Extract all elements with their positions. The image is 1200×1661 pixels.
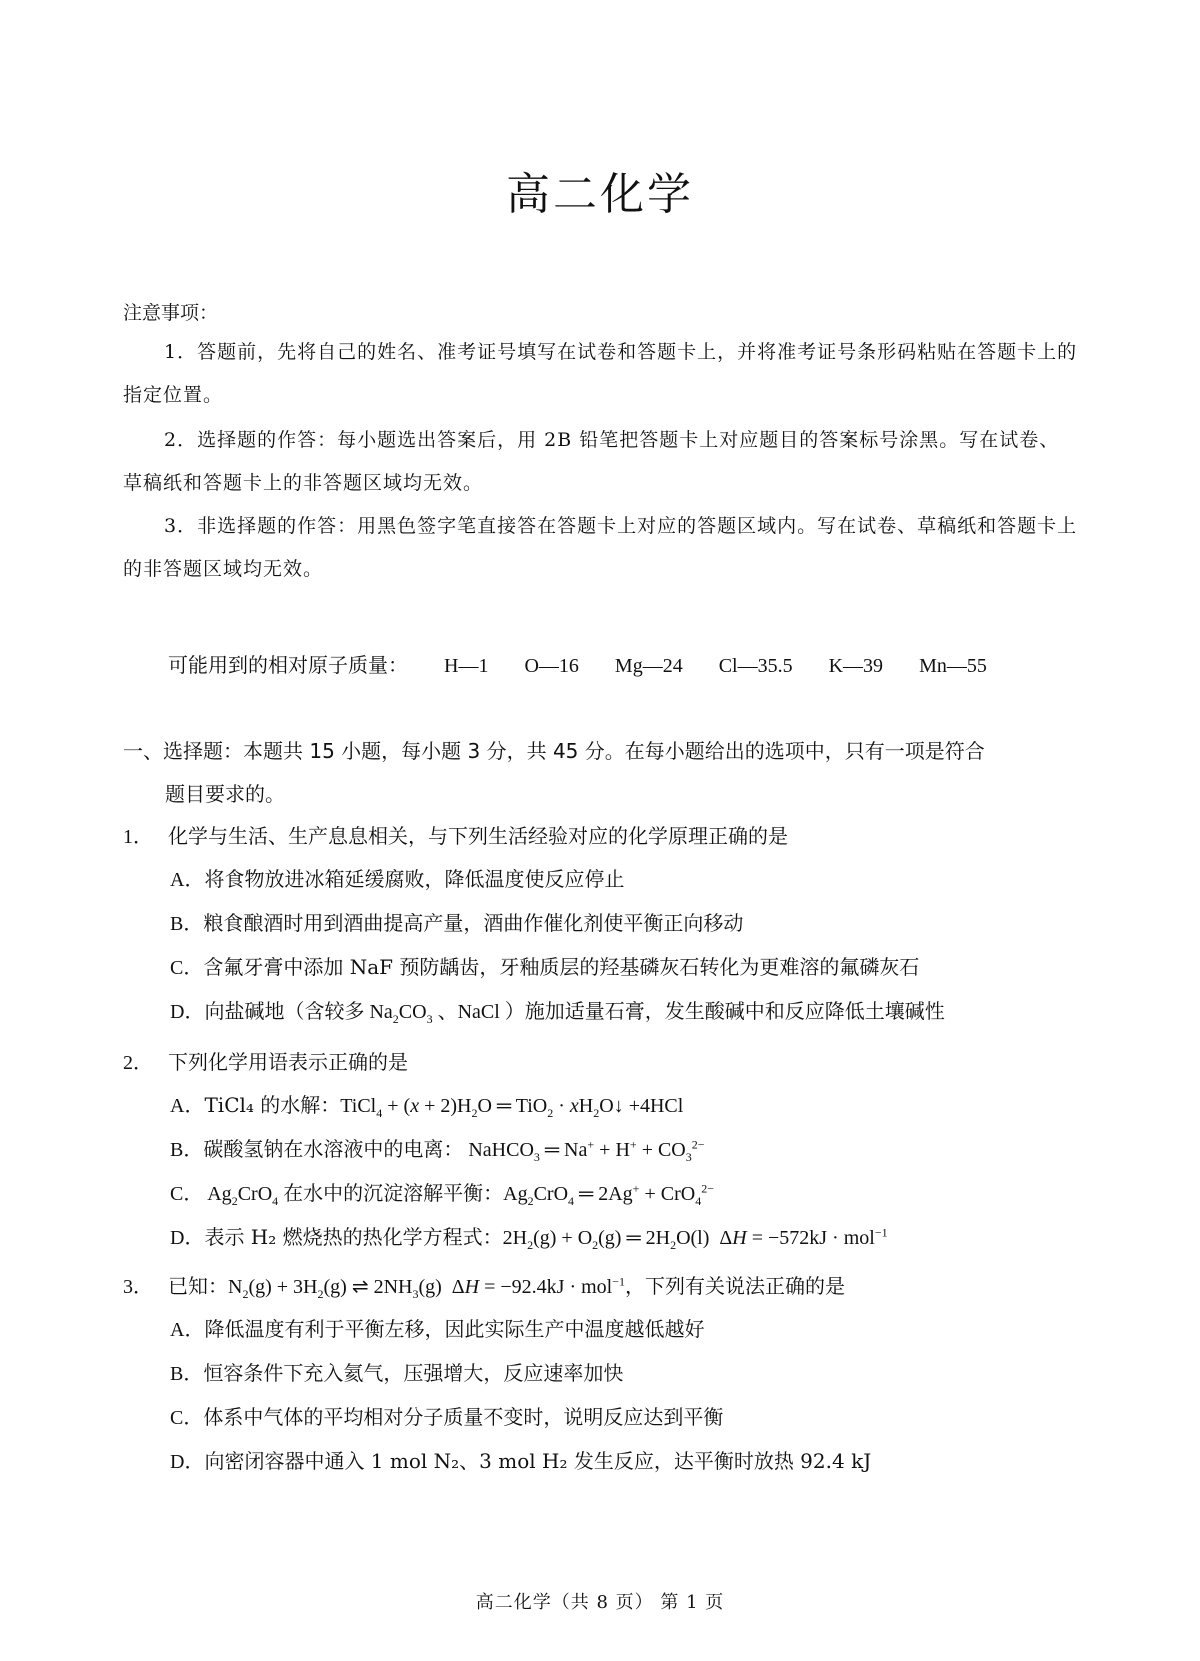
page-title: 高二化学	[506, 169, 694, 220]
question-text: 已知：	[168, 1274, 228, 1298]
option-text: 含氟牙膏中添加 NaF 预防龋齿，牙釉质层的羟基磷灰石转化为更难溶的氟磷灰石	[203, 955, 920, 979]
question-3	[123, 1265, 1083, 1483]
option-text: 在水中的沉淀溶解平衡：	[283, 1181, 504, 1205]
equation: $N_2(g) + 3H_2(g)$ ⇌ $2NH_3(g) \Delta H = -92.4kJ \cdot mol^{-1}$	[228, 1274, 626, 1301]
option-text: 将食物放进冰箱延缓腐败，降低温度使反应停止	[204, 867, 625, 891]
option-a	[123, 1083, 1083, 1127]
option-label: B．	[170, 913, 204, 935]
option-a	[123, 857, 1083, 901]
option-a	[123, 1307, 1083, 1351]
option-d	[123, 989, 1083, 1033]
option-text: 碳酸氢钠在水溶液中的电离：	[203, 1137, 464, 1161]
option-label: B．	[170, 1139, 204, 1161]
section-line: 一、选择题：本题共 15 小题，每小题 3 分，共 45 分。在每小题给出的选项中，只有一项是符合	[123, 739, 985, 763]
option-c	[123, 1395, 1083, 1439]
notice-item-2	[123, 419, 1078, 505]
equation: $Ag_2CrO_4$ ═ 2Ag+ + CrO$_4^{2-}$	[503, 1181, 714, 1208]
atomic-masses	[168, 649, 987, 678]
option-c	[123, 1171, 1083, 1215]
option-text: 表示 H₂ 燃烧热的热化学方程式：	[204, 1225, 503, 1249]
option-text: 体系中气体的平均相对分子质量不变时，说明反应达到平衡	[203, 1405, 724, 1429]
option-label: D．	[170, 1001, 205, 1023]
atomic-mass: K—39	[828, 655, 884, 677]
question-number: 3．	[123, 1276, 153, 1298]
question-number: 2．	[123, 1052, 153, 1074]
question-text: 化学与生活、生产息息相关，与下列生活经验对应的化学原理正确的是	[168, 824, 788, 848]
option-text: 向密闭容器中通入 1 mol N₂、3 mol H₂ 发生反应，达平衡时放热 92.4 kJ	[204, 1449, 872, 1473]
question-text: ，下列有关说法正确的是	[625, 1274, 846, 1298]
notice-item-1	[123, 331, 1078, 417]
option-text: TiCl₄ 的水解：	[204, 1093, 341, 1117]
option-c	[123, 945, 1083, 989]
notice-text: 1．答题前，先将自己的姓名、准考证号填写在试卷和答题卡上，并将准考证号条形码粘贴在答题卡上的指定位置。	[123, 341, 1078, 406]
atomic-masses-label: 可能用到的相对原子质量：	[168, 653, 408, 677]
option-label: B．	[170, 1363, 204, 1385]
page-footer: 高二化学（共 8 页） 第 1 页	[475, 1592, 725, 1613]
section-line: 题目要求的。	[165, 782, 285, 806]
atomic-mass: O—16	[524, 655, 579, 677]
atomic-mass: Cl—35.5	[718, 655, 793, 677]
option-label: A．	[170, 869, 205, 891]
equation: $2H_2(g) + O_2(g)$ ═ $2H_2O(l) \Delta H = -572kJ \cdot mol^{-1}$	[502, 1225, 888, 1252]
notice-text: 3．非选择题的作答：用黑色签字笔直接答在答题卡上对应的答题区域内。写在试卷、草稿纸和答题卡上的非答题区域均无效。	[123, 515, 1078, 580]
option-b	[123, 1351, 1083, 1395]
atomic-mass: Mn—55	[919, 655, 987, 677]
atomic-mass: Mg—24	[614, 655, 683, 677]
option-b	[123, 1127, 1083, 1171]
question-stem	[123, 815, 1083, 857]
notice-item-3	[123, 505, 1078, 591]
option-label: C．	[170, 1183, 204, 1205]
equation: NaHCO$_3$ ═ $Na^+ + H^+ + CO_3^{2-}$	[463, 1137, 705, 1164]
question-stem	[123, 1265, 1083, 1307]
option-text: 降低温度有利于平衡左移，因此实际生产中温度越低越好	[204, 1317, 705, 1341]
formula: $Ag_2CrO_4$	[203, 1183, 279, 1208]
question-text: 下列化学用语表示正确的是	[168, 1050, 408, 1074]
option-label: D．	[170, 1227, 205, 1249]
option-label: C．	[170, 957, 204, 979]
option-text: 粮食酿酒时用到酒曲提高产量，酒曲作催化剂使平衡正向移动	[203, 911, 744, 935]
option-label: A．	[170, 1319, 205, 1341]
question-number: 1．	[123, 826, 153, 848]
option-d	[123, 1439, 1083, 1483]
option-text: ）施加适量石膏，发生酸碱中和反应降低土壤碱性	[504, 999, 945, 1023]
question-stem	[123, 1041, 1083, 1083]
equation: TiCl$_4$ + $(x + 2)H_2O$ ═ $TiO_2 \cdot xH_2O↓ +4HCl$	[340, 1095, 684, 1120]
option-b	[123, 901, 1083, 945]
option-label: D．	[170, 1451, 205, 1473]
atomic-mass: H—1	[444, 655, 489, 677]
option-label: C．	[170, 1407, 204, 1429]
question-1	[123, 815, 1083, 1033]
option-text: 恒容条件下充入氦气，压强增大，反应速率加快	[203, 1361, 624, 1385]
option-label: A．	[170, 1095, 205, 1117]
option-d	[123, 1215, 1083, 1259]
formula: $Na_2CO_3$ 、NaCl	[364, 1001, 505, 1026]
notice-heading: 注意事项：	[123, 302, 219, 324]
question-2	[123, 1041, 1083, 1259]
notice-text: 2．选择题的作答：每小题选出答案后，用 2B 铅笔把答题卡上对应题目的答案标号涂黑。写在试卷、草稿纸和答题卡上的非答题区域均无效。	[123, 429, 1060, 494]
section-heading	[123, 730, 1083, 816]
option-text: 向盐碱地（含较多	[204, 999, 365, 1023]
